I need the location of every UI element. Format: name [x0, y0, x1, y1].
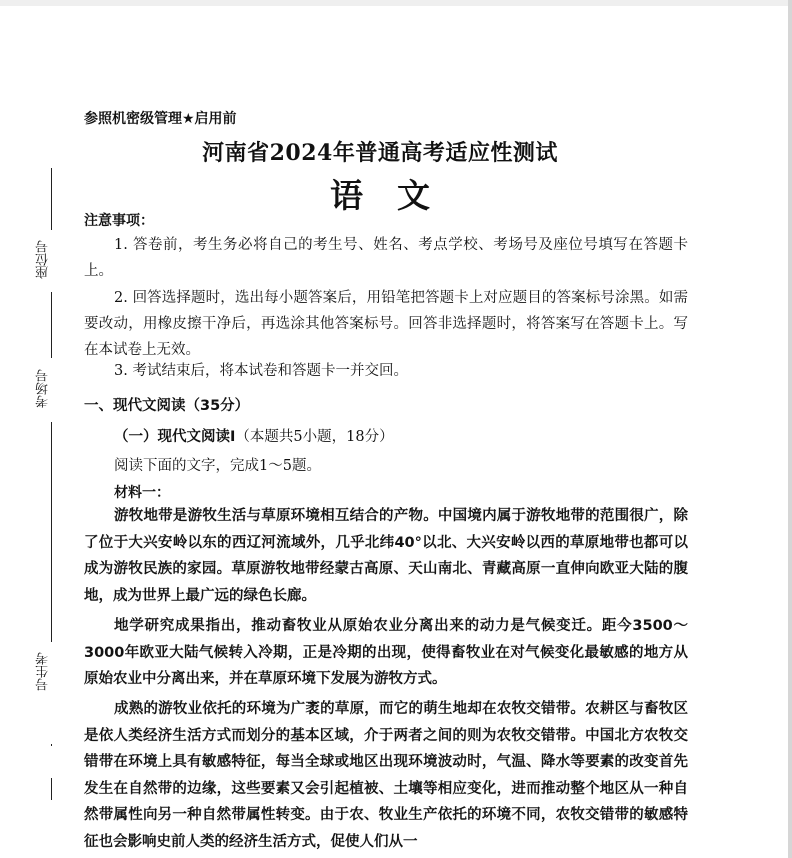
passage-paragraph: 游牧地带是游牧生活与草原环境相互结合的产物。中国境内属于游牧地带的范围很广，除了位于大兴安岭以东的西辽河流域外，几乎北纬40°以北、大兴安岭以西的草原地带也都可以成为游牧民族的家园。草原游牧地带经蒙古高原、天山南北、青藏高原一直伸向欧亚大陆的腹地，成为世界上最广远的绿色长廊。	[84, 508, 688, 604]
section-heading: 一、现代文阅读（35分）	[84, 398, 250, 414]
notice-item: 2. 回答选择题时，选出每小题答案后，用铅笔把答题卡上对应题目的答案标号涂黑。如需要改动，用橡皮擦干净后，再选涂其他答案标号。回答非选择题时，将答案写在答题卡上。写在本试卷上无效。	[84, 290, 688, 358]
margin-line	[51, 778, 52, 800]
margin-line	[51, 292, 52, 358]
material-label: 材料一：	[114, 485, 170, 501]
notice-item: 3. 考试结束后，将本试卷和答题卡一并交回。	[114, 363, 408, 379]
reading-instruction: 阅读下面的文字，完成1～5题。	[114, 458, 321, 474]
subsection-heading	[114, 425, 394, 446]
subsection-title: （一）现代文阅读Ⅰ	[114, 429, 236, 445]
classification-label: 参照机密级管理★启用前	[84, 111, 237, 127]
passage-paragraph: 地学研究成果指出，推动畜牧业从原始农业分离出来的动力是气候变迁。距今3500～3000年欧亚大陆气候转入冷期，正是冷期的出现，使得畜牧业在对气候变化最敏感的地方从原始农业中分离出来，并在草原环境下发展为游牧方式。	[84, 618, 688, 687]
seat-number-label: 座位号	[36, 240, 51, 280]
margin-line	[51, 422, 52, 642]
exam-number-label: 号生考	[36, 652, 51, 692]
top-edge	[0, 0, 792, 6]
subsection-note: （本题共5小题，18分）	[235, 429, 394, 445]
exam-title: 河南省2024年普通高考适应性测试	[202, 140, 558, 166]
scrollbar-track[interactable]	[788, 0, 792, 858]
notice-heading: 注意事项：	[84, 213, 154, 229]
passage-paragraph: 成熟的游牧业依托的环境为广袤的草原，而它的萌生地却在农牧交错带。农耕区与畜牧区是依人类经济生活方式而划分的基本区域，介于两者之间的则为农牧交错带。中国北方农牧交错带在环境上具有敏感特征，每当全球或地区出现环境波动时，气温、降水等要素的改变首先发生在自然带的边缘，这些要素又会引起植被、土壤等相应变化，进而推动整个地区从一种自然带属性向另一种自然带属性转变。由于农、牧业生产依托的环境不同，农牧交错带的敏感特征也会影响史前人类的经济生活方式，促使人们从一	[84, 701, 688, 850]
margin-tick	[51, 744, 52, 746]
subject-title: 语文	[330, 176, 464, 215]
notice-item: 1. 答卷前，考生务必将自己的考生号、姓名、考点学校、考场号及座位号填写在答题卡上。	[84, 237, 688, 279]
room-number-label: 考场号	[36, 369, 51, 409]
